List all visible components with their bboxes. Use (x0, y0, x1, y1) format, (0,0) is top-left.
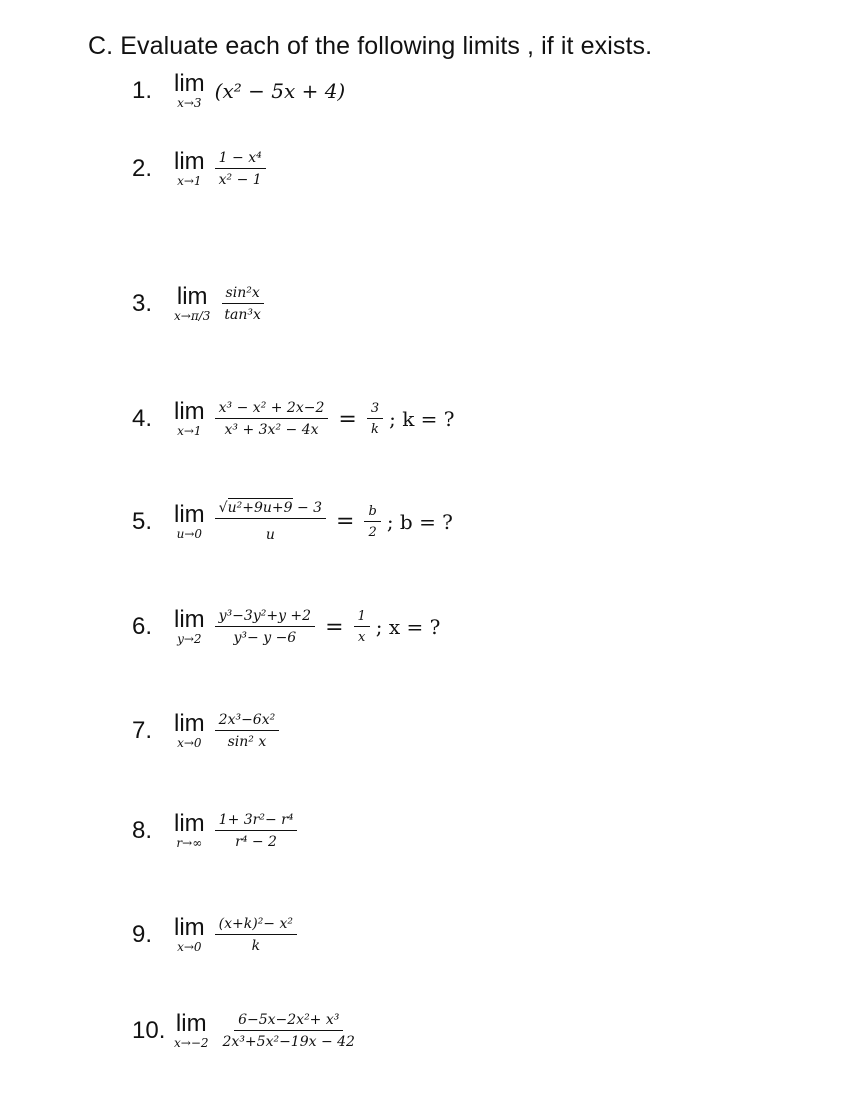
unknown-question: ; k = ? (389, 407, 455, 431)
limit-fraction (215, 150, 266, 188)
limit-operator: lim x→π/3 (174, 283, 211, 323)
numerator: (x+k)²− x² (215, 916, 297, 935)
problem-6 (132, 608, 440, 646)
limit-approach: x→0 (177, 736, 202, 750)
problem-10 (132, 1012, 359, 1050)
limit-operator: lim x→0 (174, 710, 205, 750)
equals-sign: = (336, 509, 355, 534)
numerator: 1+ 3r²− r⁴ (215, 812, 298, 831)
numerator: 1 − x⁴ (215, 150, 266, 169)
limit-fraction (219, 1012, 359, 1050)
numerator-rest: − 3 (292, 500, 323, 516)
denominator: y³− y −6 (233, 630, 297, 646)
limit-operator: lim x→1 (174, 148, 205, 188)
limit-fraction (215, 500, 326, 543)
equation-right-side (328, 401, 454, 437)
limit-operator: lim u→0 (174, 500, 205, 541)
numerator: x³ − x² + 2x−2 (215, 400, 329, 419)
limit-approach: u→0 (176, 526, 203, 541)
equals-sign: = (338, 406, 357, 432)
denominator: k (251, 938, 261, 954)
rhs-denominator: 2 (368, 524, 377, 540)
problem-5 (132, 500, 453, 543)
problem-number: 4. (132, 405, 153, 432)
problem-7 (132, 712, 279, 750)
equals-sign: = (325, 614, 344, 640)
limit-fraction (220, 285, 265, 323)
rhs-denominator: x (357, 630, 366, 645)
problem-number: 5. (132, 507, 153, 535)
limit-operator: lim x→1 (174, 398, 205, 438)
problem-8 (132, 812, 297, 850)
rhs-numerator: b (364, 504, 380, 522)
limit-fraction (215, 400, 329, 438)
equation-right-side (315, 609, 440, 645)
numerator (215, 500, 326, 519)
rhs-fraction (354, 609, 370, 645)
rhs-denominator: k (371, 422, 379, 437)
equation-right-side (326, 504, 453, 540)
problem-number: 3. (132, 290, 153, 317)
problem-number: 6. (132, 613, 153, 640)
section-heading: C. Evaluate each of the following limits , if it exists. (88, 32, 653, 60)
limit-operator: lim y→2 (174, 606, 205, 646)
rhs-numerator: 3 (367, 401, 383, 419)
numerator: y³−3y²+y +2 (215, 608, 315, 627)
problem-number: 8. (132, 817, 153, 844)
limit-operator: lim r→∞ (174, 810, 205, 850)
unknown-question: ; x = ? (375, 615, 441, 639)
limit-approach: x→−2 (174, 1036, 209, 1050)
problem-9 (132, 916, 297, 954)
denominator: r⁴ − 2 (235, 834, 277, 850)
numerator: 2x³−6x² (215, 712, 280, 731)
problem-number: 2. (132, 155, 153, 182)
limit-operator: lim x→−2 (174, 1010, 209, 1050)
limit-approach: x→1 (177, 424, 202, 438)
denominator: x² − 1 (218, 172, 262, 188)
problem-number: 7. (132, 717, 153, 744)
problem-4 (132, 400, 455, 438)
denominator: sin² x (227, 734, 267, 750)
numerator: 6−5x−2x²+ x³ (234, 1012, 343, 1031)
limit-approach: x→0 (177, 940, 202, 954)
limit-approach: r→∞ (176, 836, 203, 850)
limit-fraction (215, 916, 297, 954)
limit-fraction (215, 608, 315, 646)
limit-approach: x→π/3 (174, 309, 211, 323)
rhs-numerator: 1 (354, 609, 370, 627)
numerator: sin²x (222, 285, 264, 304)
problem-number: 9. (132, 921, 153, 948)
limit-operator: lim x→0 (174, 914, 205, 954)
limit-approach: y→2 (177, 632, 202, 646)
limit-approach: x→3 (177, 96, 202, 110)
limit-expression: (x² − 5x + 4) (214, 79, 346, 103)
limit-fraction (215, 712, 280, 750)
limit-approach: x→1 (177, 174, 202, 188)
radicand: u²+9u+9 (227, 500, 293, 516)
radical-sign: √ (218, 500, 228, 516)
problem-2 (132, 150, 266, 188)
denominator: tan³x (224, 307, 261, 323)
problem-number: 1. (132, 77, 153, 104)
problem-number: 10. (132, 1017, 166, 1044)
denominator: u (265, 527, 275, 543)
problem-1 (132, 72, 345, 110)
limit-operator: lim x→3 (174, 70, 205, 110)
rhs-fraction (367, 401, 383, 437)
rhs-fraction (364, 504, 380, 540)
denominator: x³ + 3x² − 4x (224, 422, 319, 438)
unknown-question: ; b = ? (386, 509, 453, 534)
limit-fraction (215, 812, 298, 850)
denominator: 2x³+5x²−19x − 42 (222, 1034, 355, 1050)
problem-3 (132, 285, 265, 323)
